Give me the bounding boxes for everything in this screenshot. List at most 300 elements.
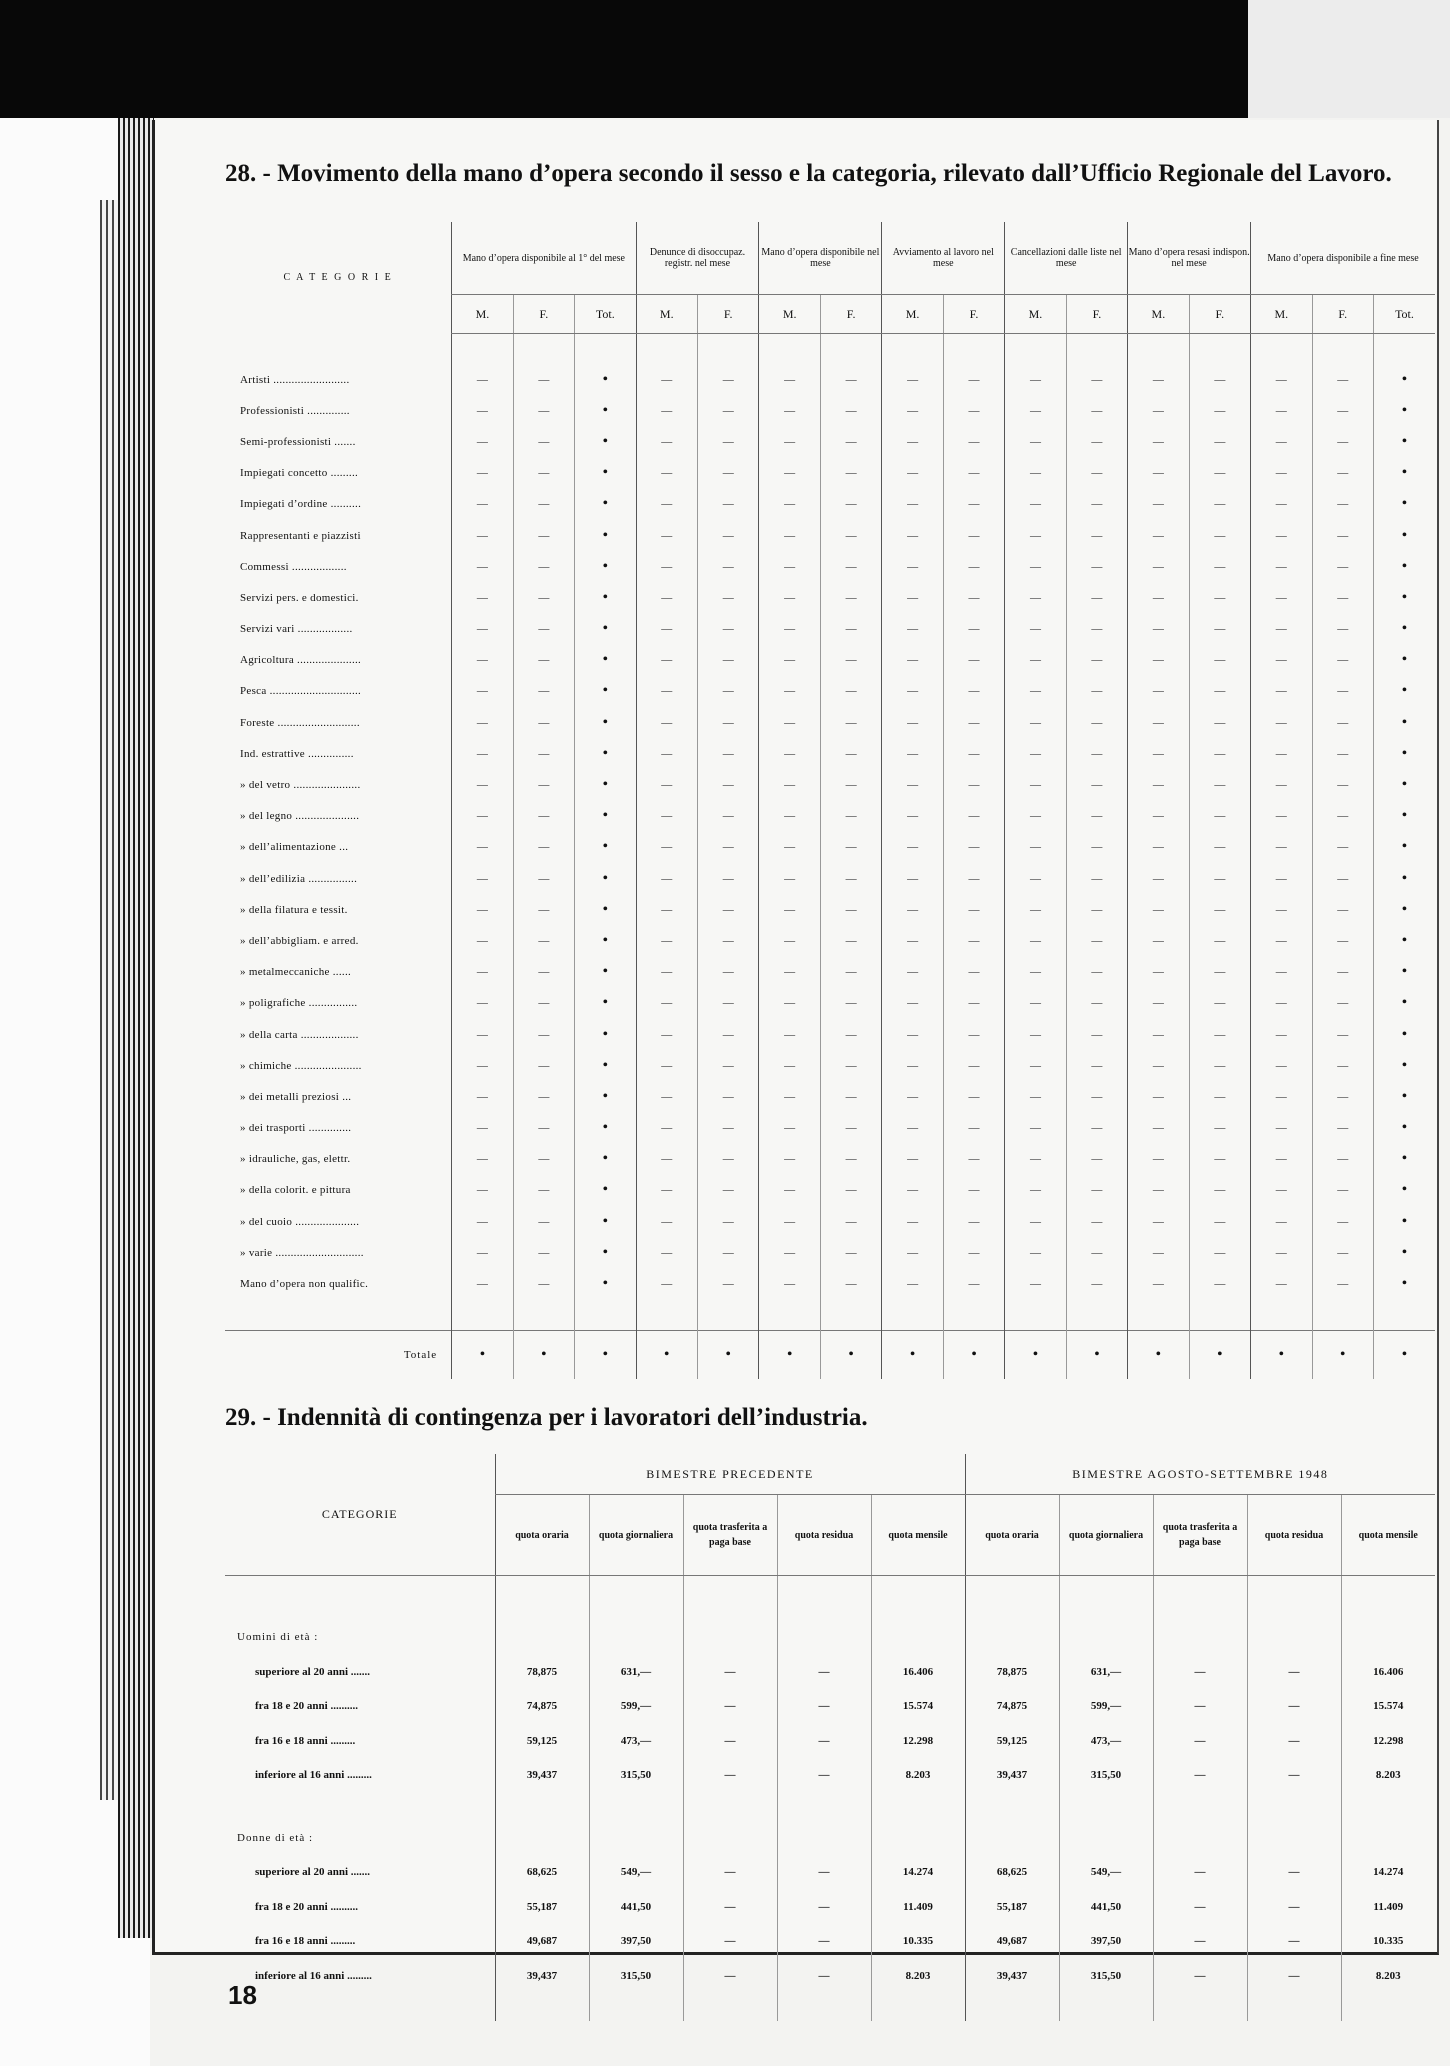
table28-cell: — [452,395,513,426]
table28-cell: — [1312,769,1373,800]
table29-cell: 8.203 [871,1758,965,1793]
table28-subheader: M. [1251,295,1312,334]
table28-cell: — [1312,1175,1373,1206]
table28-cell: — [636,707,697,738]
table28-cell: — [1066,582,1127,613]
table28-row-label: » della filatura e tessit. [240,903,348,916]
table28-cell: — [1005,551,1066,582]
table28-cell: — [820,863,881,894]
table28-cell: — [1128,832,1189,863]
table29-cell: 397,50 [589,1924,683,1959]
table28-cell: — [759,1144,820,1175]
table28-cell: — [943,458,1004,489]
table28-cell: • [1373,1206,1435,1237]
table28-cell: — [1128,863,1189,894]
table28-cell: — [1005,1050,1066,1081]
table28-cell: — [452,832,513,863]
table28-cell: — [1066,364,1127,395]
table28-cell: — [513,395,574,426]
table29-cell: — [1247,1924,1341,1959]
table28-cell: • [575,1081,636,1112]
table28-cell: — [820,1019,881,1050]
table28-cell: — [943,551,1004,582]
table-row [225,957,1435,988]
table29-row-label: fra 18 e 20 anni .......... [255,1700,358,1713]
table28-cell: — [943,801,1004,832]
table28-cell: • [575,738,636,769]
table-row [225,1689,1435,1724]
table-row [225,551,1435,582]
table28-cell: — [513,551,574,582]
table29-cell: 12.298 [871,1724,965,1759]
table28-cell: — [1128,894,1189,925]
table29-cell: — [1247,1724,1341,1759]
table28-cell: — [1066,832,1127,863]
table28-cell: — [1128,738,1189,769]
table28-cell: — [452,738,513,769]
table28-cell: — [1312,832,1373,863]
table28-cell: — [820,676,881,707]
table28-cell: — [943,364,1004,395]
table28-cell: — [820,988,881,1019]
table28-subheader: M. [636,295,697,334]
table28-cell: — [943,1113,1004,1144]
table28-cell: • [575,1268,636,1299]
table28-cell: — [1005,1081,1066,1112]
table28-cell: — [513,582,574,613]
table28-cell: — [697,395,758,426]
table28-cell: • [1373,1175,1435,1206]
table28-cell: — [1005,1019,1066,1050]
table-row [225,489,1435,520]
table29-cell: 10.335 [871,1924,965,1959]
table28-cell: — [759,364,820,395]
table-row [225,1855,1435,1890]
table-row [225,1144,1435,1175]
table28-cell: — [1251,1206,1312,1237]
table28-cell: • [575,988,636,1019]
table28-cell: — [1005,707,1066,738]
table28-cell: — [1251,1113,1312,1144]
table28-subheader: M. [1005,295,1066,334]
table28-cell: • [1373,582,1435,613]
table28-cell: — [1066,801,1127,832]
table28-total-cell: • [1312,1330,1373,1379]
table28-cell: • [1373,769,1435,800]
table28-cell: — [1128,1019,1189,1050]
table28-cell: — [943,489,1004,520]
table28-cell: — [513,1113,574,1144]
table28-row-label: » del cuoio ..................... [240,1215,360,1228]
table28-cell: — [452,551,513,582]
table28-cell: — [943,988,1004,1019]
table28-cell: — [1128,582,1189,613]
page-number: 18 [228,1980,257,2010]
table29-column-header: quota giornaliera [1059,1495,1153,1576]
table28-cell: — [452,458,513,489]
table28-cell: — [1128,1206,1189,1237]
table29-cell: 49,687 [965,1924,1059,1959]
table28-cell: — [636,645,697,676]
table28-cell: • [1373,925,1435,956]
table28-cell: • [1373,738,1435,769]
table28-cell: — [1128,1237,1189,1268]
table28-cell: — [452,1081,513,1112]
table28-cell: — [820,551,881,582]
table28-cell: — [697,925,758,956]
table29-title: 29. - Indennità di contingenza per i lavoratori dell’industria. [225,1404,868,1431]
table28-cell: — [1005,738,1066,769]
table28-cell: — [697,769,758,800]
table28-cell: • [575,364,636,395]
table28-cell: — [636,894,697,925]
table28-cell: — [1312,551,1373,582]
table28-cell: — [452,614,513,645]
table28-group-header: Mano d’opera disponibile nel mese [759,222,882,295]
table28-total-cell: • [452,1330,513,1379]
table29-category-header: CATEGORIE [225,1454,495,1576]
table28-cell: — [1189,1081,1250,1112]
table28-cell: • [1373,957,1435,988]
table-row [225,582,1435,613]
table29-cell: 16.406 [1341,1655,1435,1690]
table28-cell: — [697,426,758,457]
table28-cell: • [575,1237,636,1268]
table28-row-label: » dei metalli preziosi ... [240,1090,352,1103]
table28-subheader: F. [1312,295,1373,334]
table29-cell: 8.203 [871,1959,965,1994]
table-row [225,364,1435,395]
table29-cell: — [1247,1959,1341,1994]
table29-cell: 59,125 [495,1724,589,1759]
table28-cell: — [513,863,574,894]
table28-cell: — [1312,395,1373,426]
table28-cell: — [882,645,943,676]
table28-cell: • [575,1144,636,1175]
book-page-edges-outer [100,200,120,1800]
table28-cell: — [1066,1268,1127,1299]
table29-cell: 315,50 [589,1959,683,1994]
table28-cell: — [1312,364,1373,395]
table28-cell: — [636,458,697,489]
table28-cell: — [1312,738,1373,769]
table28-total-cell: • [575,1330,636,1379]
table29-cell: 15.574 [871,1689,965,1724]
table28-category-header: C A T E G O R I E [283,272,393,284]
table28-cell: • [1373,426,1435,457]
table29-cell: 11.409 [1341,1890,1435,1925]
table28-row-label: » del vetro ...................... [240,779,361,792]
table-row [225,1175,1435,1206]
table-row [225,769,1435,800]
table28-cell: — [452,1113,513,1144]
table28-row-label: » varie ............................. [240,1246,364,1259]
table28-cell: — [1128,520,1189,551]
table28-cell: — [452,1050,513,1081]
table28-cell: • [575,395,636,426]
table28-cell: — [1312,925,1373,956]
table28-cell: — [636,988,697,1019]
table28-cell: — [1066,769,1127,800]
table29-cell: 8.203 [1341,1959,1435,1994]
table28-cell: — [513,1175,574,1206]
table28-cell: — [943,1237,1004,1268]
table28-cell: • [575,676,636,707]
table28-cell: — [1189,1144,1250,1175]
table28-spacer-row [225,1300,1435,1331]
table28-row-label: Servizi pers. e domestici. [240,591,359,604]
table28-cell: • [1373,489,1435,520]
table28-cell: — [1128,801,1189,832]
table28-cell: — [1005,769,1066,800]
table28-subheader: M. [1128,295,1189,334]
table28-cell: — [759,1113,820,1144]
table29-cell: 68,625 [965,1855,1059,1890]
table28-cell: — [1128,551,1189,582]
table28-cell: — [1312,1113,1373,1144]
table-row [225,1050,1435,1081]
table28-cell: — [697,489,758,520]
table28-cell: — [1251,645,1312,676]
table-row [225,645,1435,676]
table28-cell: • [1373,1144,1435,1175]
table28-cell: — [943,520,1004,551]
table28-cell: — [1066,988,1127,1019]
table28-cell: — [882,614,943,645]
table28-cell: — [1312,489,1373,520]
table28-cell: — [943,614,1004,645]
table-row [225,738,1435,769]
table28-cell: — [1066,1081,1127,1112]
table28-cell: — [1251,738,1312,769]
table-row [225,707,1435,738]
table29-cell: — [683,1924,777,1959]
table28-cell: — [882,676,943,707]
table28-cell: — [943,582,1004,613]
table28-cell: — [820,489,881,520]
table28-cell: — [1189,707,1250,738]
table28-cell: — [759,894,820,925]
table28-cell: — [759,863,820,894]
table28-cell: — [882,957,943,988]
table28-cell: — [820,458,881,489]
table29-group-label: Donne di età : [237,1831,314,1844]
table28-cell: • [1373,645,1435,676]
table28-cell: — [1251,426,1312,457]
table28-cell: — [1189,645,1250,676]
table28-row-label: Ind. estrattive ............... [240,747,354,760]
table28-cell: — [636,426,697,457]
table28-cell: — [882,769,943,800]
table28-cell: — [759,520,820,551]
table29-cell: — [683,1758,777,1793]
table28-cell: — [820,801,881,832]
table29-spacer-row [225,1576,1435,1621]
table28-cell: — [1128,1113,1189,1144]
table-row [225,988,1435,1019]
table29-column-header: quota trasferita a paga base [683,1495,777,1576]
table28-cell: • [575,1113,636,1144]
table28-cell: — [1312,1081,1373,1112]
table28-cell: — [759,925,820,956]
table29-row-label: superiore al 20 anni ....... [255,1866,371,1879]
table28-cell: — [636,1019,697,1050]
table28-row-label: Commessi .................. [240,560,347,573]
table28-cell: — [697,957,758,988]
table29-cell: 599,— [589,1689,683,1724]
table28-cell: — [1005,426,1066,457]
table28-cell: — [1251,395,1312,426]
table29-cell: — [683,1655,777,1690]
table28-subheader: F. [697,295,758,334]
table28-cell: — [820,738,881,769]
table28-cell: — [636,364,697,395]
table28-cell: — [513,738,574,769]
table28-cell: — [452,863,513,894]
table28-cell: — [513,1237,574,1268]
table28-cell: — [820,894,881,925]
table28-cell: — [1005,1237,1066,1268]
table28-cell: — [1312,520,1373,551]
table28-cell: — [943,894,1004,925]
table28-total-label: Totale [225,1330,452,1379]
table28-cell: — [452,426,513,457]
table28-cell: — [1128,395,1189,426]
table28-cell: — [513,520,574,551]
scan-top-dark-band [0,0,1248,118]
table28-cell: — [1189,1050,1250,1081]
table28-cell: — [1251,1019,1312,1050]
table28-cell: — [820,769,881,800]
table-row [225,1924,1435,1959]
table28-cell: — [882,520,943,551]
table-row [225,894,1435,925]
table28-cell: • [575,489,636,520]
table28-cell: • [1373,614,1435,645]
table29-cell: 39,437 [495,1758,589,1793]
table28-cell: • [575,582,636,613]
table28-cell: — [759,1175,820,1206]
table28-cell: — [636,863,697,894]
table28-subheader: M. [759,295,820,334]
table28-cell: — [513,832,574,863]
table28-cell: • [1373,676,1435,707]
table28-cell: — [943,1019,1004,1050]
book-page-edges [118,118,154,1938]
table28-cell: — [1005,458,1066,489]
table28-cell: — [1251,1237,1312,1268]
table28-cell: — [452,1268,513,1299]
table28-cell: — [1189,1019,1250,1050]
table28-cell: — [697,1113,758,1144]
table28-cell: • [575,925,636,956]
table28-cell: — [943,1081,1004,1112]
table28-total-cell: • [759,1330,820,1379]
table28-cell: — [452,645,513,676]
table28-cell: — [820,1050,881,1081]
table28-cell: — [1066,395,1127,426]
table28-cell: — [1066,1206,1127,1237]
table28-cell: — [1312,458,1373,489]
table29-row-label: inferiore al 16 anni ......... [255,1769,372,1782]
table28-cell: — [1005,1113,1066,1144]
table28-cell: — [636,1113,697,1144]
table28-cell: • [575,614,636,645]
table28-cell: — [1251,582,1312,613]
table29-column-header: quota oraria [965,1495,1059,1576]
table28-cell: — [452,1206,513,1237]
table28-cell: — [1189,801,1250,832]
table28-cell: • [1373,801,1435,832]
table28-row-label: Professionisti .............. [240,404,350,417]
table28-cell: — [943,426,1004,457]
table29-column-header: quota residua [1247,1495,1341,1576]
table28-cell: — [943,925,1004,956]
table28-cell: — [820,582,881,613]
table28-cell: — [513,1144,574,1175]
table-row [225,863,1435,894]
table29-cell: — [1247,1689,1341,1724]
table28-cell: — [820,1081,881,1112]
table28-cell: — [513,925,574,956]
table28-cell: — [943,707,1004,738]
table28-row-label: » dei trasporti .............. [240,1122,352,1135]
table28-cell: — [1312,801,1373,832]
table28-cell: — [513,1268,574,1299]
table28-cell: — [697,863,758,894]
table28-cell: • [575,707,636,738]
table28-cell: — [943,769,1004,800]
table28-cell: — [882,582,943,613]
table29-cell: 74,875 [965,1689,1059,1724]
table28-cell: — [1312,707,1373,738]
table28-cell: — [882,364,943,395]
table29-cell: 549,— [589,1855,683,1890]
table28-cell: — [636,957,697,988]
table28-cell: — [1189,1237,1250,1268]
table28-cell: — [1251,520,1312,551]
table28-cell: — [820,1237,881,1268]
table28-cell: — [1128,707,1189,738]
table28-cell: — [1189,458,1250,489]
table28-total-cell: • [820,1330,881,1379]
table28-cell: — [513,1019,574,1050]
table28-cell: — [1312,1144,1373,1175]
table28-cell: — [759,645,820,676]
table28-cell: — [697,1237,758,1268]
table28-cell: — [943,395,1004,426]
table28-cell: — [882,832,943,863]
table28-row-label: » poligrafiche ................ [240,997,358,1010]
table28-row-label: Artisti ......................... [240,373,350,386]
table28-cell: — [1312,614,1373,645]
table28-cell: — [943,1050,1004,1081]
table28-cell: — [636,1081,697,1112]
table28-cell: — [759,1050,820,1081]
table28-cell: — [1189,863,1250,894]
table28-cell: — [636,925,697,956]
table29-cell: — [683,1855,777,1890]
table29-cell: 631,— [589,1655,683,1690]
table28-cell: — [697,832,758,863]
table28-cell: — [697,582,758,613]
table28-group-header: Avviamento al lavoro nel mese [882,222,1005,295]
table29-cell: 39,437 [495,1959,589,1994]
table29-cell: 8.203 [1341,1758,1435,1793]
table29-column-header: quota mensile [1341,1495,1435,1576]
table28-cell: — [513,1050,574,1081]
table28-cell: — [1066,738,1127,769]
